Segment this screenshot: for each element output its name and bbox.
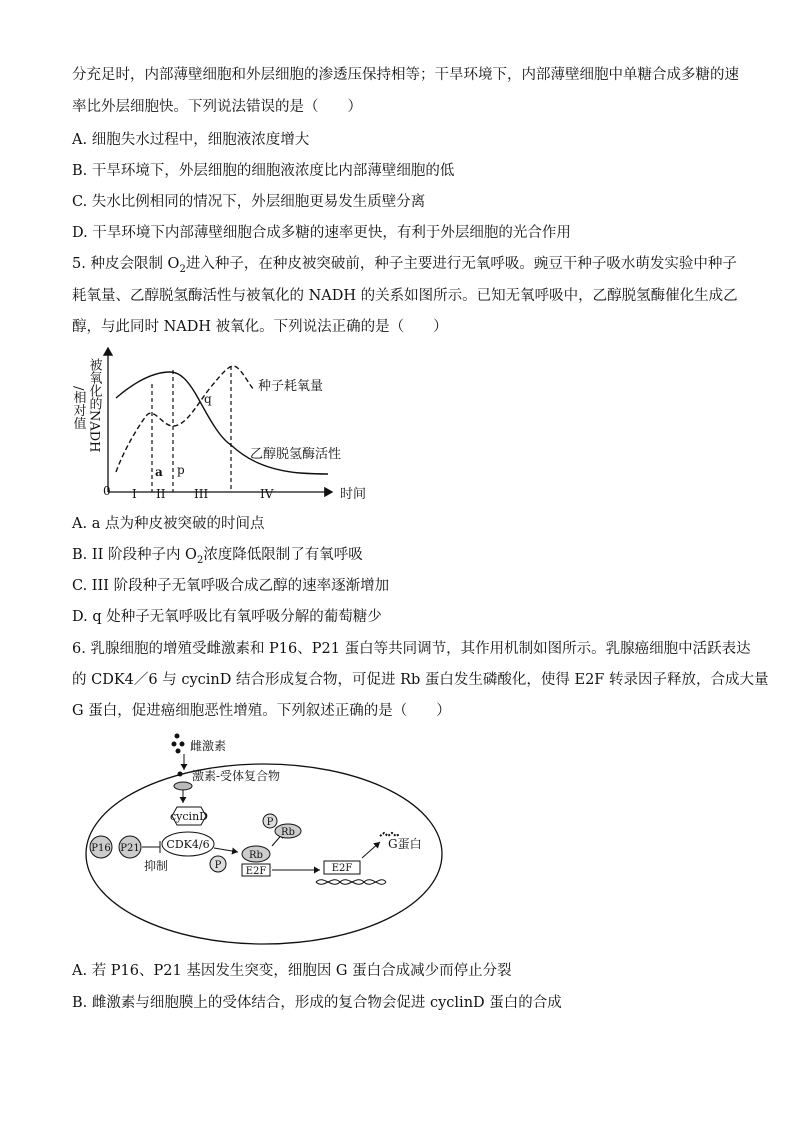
q4-stem-line-2: 率比外层细胞快。下列说法错误的是（ ） xyxy=(72,99,362,115)
cdk-to-rb-arrow xyxy=(214,848,238,852)
estrogen-dot xyxy=(172,742,177,747)
expression-arrow xyxy=(362,842,380,858)
estrogen-dot xyxy=(180,742,185,747)
q6-stem-line-2: 的 CDK4／6 与 cycinD 结合形成复合物，可促进 Rb 蛋白发生磷酸化，使得 E2F 转录因子释放，合成大量 xyxy=(72,672,769,688)
q5-option-c: C. III 阶段种子无氧呼吸合成乙醇的速率逐渐增加 xyxy=(72,578,390,594)
q6-option-b: B. 雌激素与细胞膜上的受体结合，形成的复合物会促进 cyclinD 蛋白的合成 xyxy=(72,995,562,1011)
stage-1-label: I xyxy=(132,487,137,501)
inhibit-label: 抑制 xyxy=(144,859,169,873)
label-enzyme: 乙醇脱氢酶活性 xyxy=(250,447,342,462)
phosphate-label-2: P xyxy=(266,817,274,828)
q5-option-d: D. q 处种子无氧呼吸比有氧呼吸分解的葡萄糖少 xyxy=(72,609,382,625)
stage-3-label: III xyxy=(194,487,209,501)
q5-stem-line-2: 耗氧量、乙醇脱氢酶活性与被氧化的 NADH 的关系如图所示。已知无氧呼吸中，乙醇脱氢酶催化生成乙 xyxy=(72,288,738,304)
point-a-label: a xyxy=(155,465,163,479)
q4-option-b: B. 干旱环境下，外层细胞的细胞液浓度比内部薄壁细胞的低 xyxy=(72,163,455,179)
origin-label: 0 xyxy=(103,484,111,498)
p21-label: P21 xyxy=(120,843,140,854)
q5-stem-line-3: 醇，与此同时 NADH 被氧化。下列说法正确的是（ ） xyxy=(72,319,448,335)
estrogen-dot xyxy=(176,749,181,754)
q6-stem-line-3: G 蛋白，促进癌细胞恶性增殖。下列叙述正确的是（ ） xyxy=(72,703,451,719)
label-oxygen: 种子耗氧量 xyxy=(258,379,324,394)
e2f-bound-label: E2F xyxy=(245,866,267,877)
q4-stem-line-1: 分充足时，内部薄壁细胞和外层细胞的渗透压保持相等；干旱环境下，内部薄壁细胞中单糖合成多糖的速 xyxy=(72,67,739,83)
g-protein-label: G蛋白 xyxy=(388,837,422,851)
estrogen-dot xyxy=(175,734,180,739)
rb-label: Rb xyxy=(249,850,263,861)
hormone-dot xyxy=(178,772,183,777)
q4-option-a: A. 细胞失水过程中，细胞液浓度增大 xyxy=(72,132,310,148)
q5-stem-line-1: 5. 种皮会限制 $O_2$进入种子，在种皮被突破前，种子主要进行无氧呼吸。豌豆干种子吸水萌发实验中种子 xyxy=(72,256,737,275)
nadh-graph xyxy=(70,340,390,508)
estrogen-label: 雌激素 xyxy=(190,739,227,753)
complex-label: 激素-受体复合物 xyxy=(192,769,281,783)
cycind-label: cycinD xyxy=(170,810,208,823)
q5-option-a: A. a 点为种皮被突破的时间点 xyxy=(72,516,265,532)
q4-option-d: D. 干旱环境下内部薄壁细胞合成多糖的速率更快，有利于外层细胞的光合作用 xyxy=(72,225,571,241)
y-axis-label-1: 被氧化的NADH xyxy=(86,358,102,453)
point-q-label: q xyxy=(204,392,212,406)
q5-option-b: B. II 阶段种子内 $O_2$浓度降低限制了有氧呼吸 xyxy=(72,547,363,566)
receptor-complex xyxy=(174,782,192,790)
stage-2-label: II xyxy=(156,487,166,501)
q6-stem-line-1: 6. 乳腺细胞的增殖受雌激素和 P16、P21 蛋白等共同调节，其作用机制如图所示。乳腺癌细胞中活跃表达 xyxy=(72,641,751,657)
cell-regulation-diagram xyxy=(84,730,444,948)
phosphate-label-1: P xyxy=(214,860,222,871)
q4-option-c: C. 失水比例相同的情况下，外层细胞更易发生质壁分离 xyxy=(72,194,426,210)
rb-phospho-label: Rb xyxy=(281,827,295,838)
p16-label: P16 xyxy=(91,843,111,854)
stage-4-label: IV xyxy=(260,487,274,501)
e2f-free-label: E2F xyxy=(331,863,353,874)
oxygen-consumption-curve xyxy=(116,366,254,472)
cdk-label: CDK4/6 xyxy=(166,838,210,851)
g-protein-chain xyxy=(380,833,400,836)
y-axis-label-2: /相对值 xyxy=(70,386,86,430)
dna-strand-2 xyxy=(316,880,386,885)
point-p-label: p xyxy=(177,463,185,477)
x-axis-label: 时间 xyxy=(340,487,367,502)
q6-option-a: A. 若 P16、P21 基因发生突变，细胞因 G 蛋白合成减少而停止分裂 xyxy=(72,963,512,979)
